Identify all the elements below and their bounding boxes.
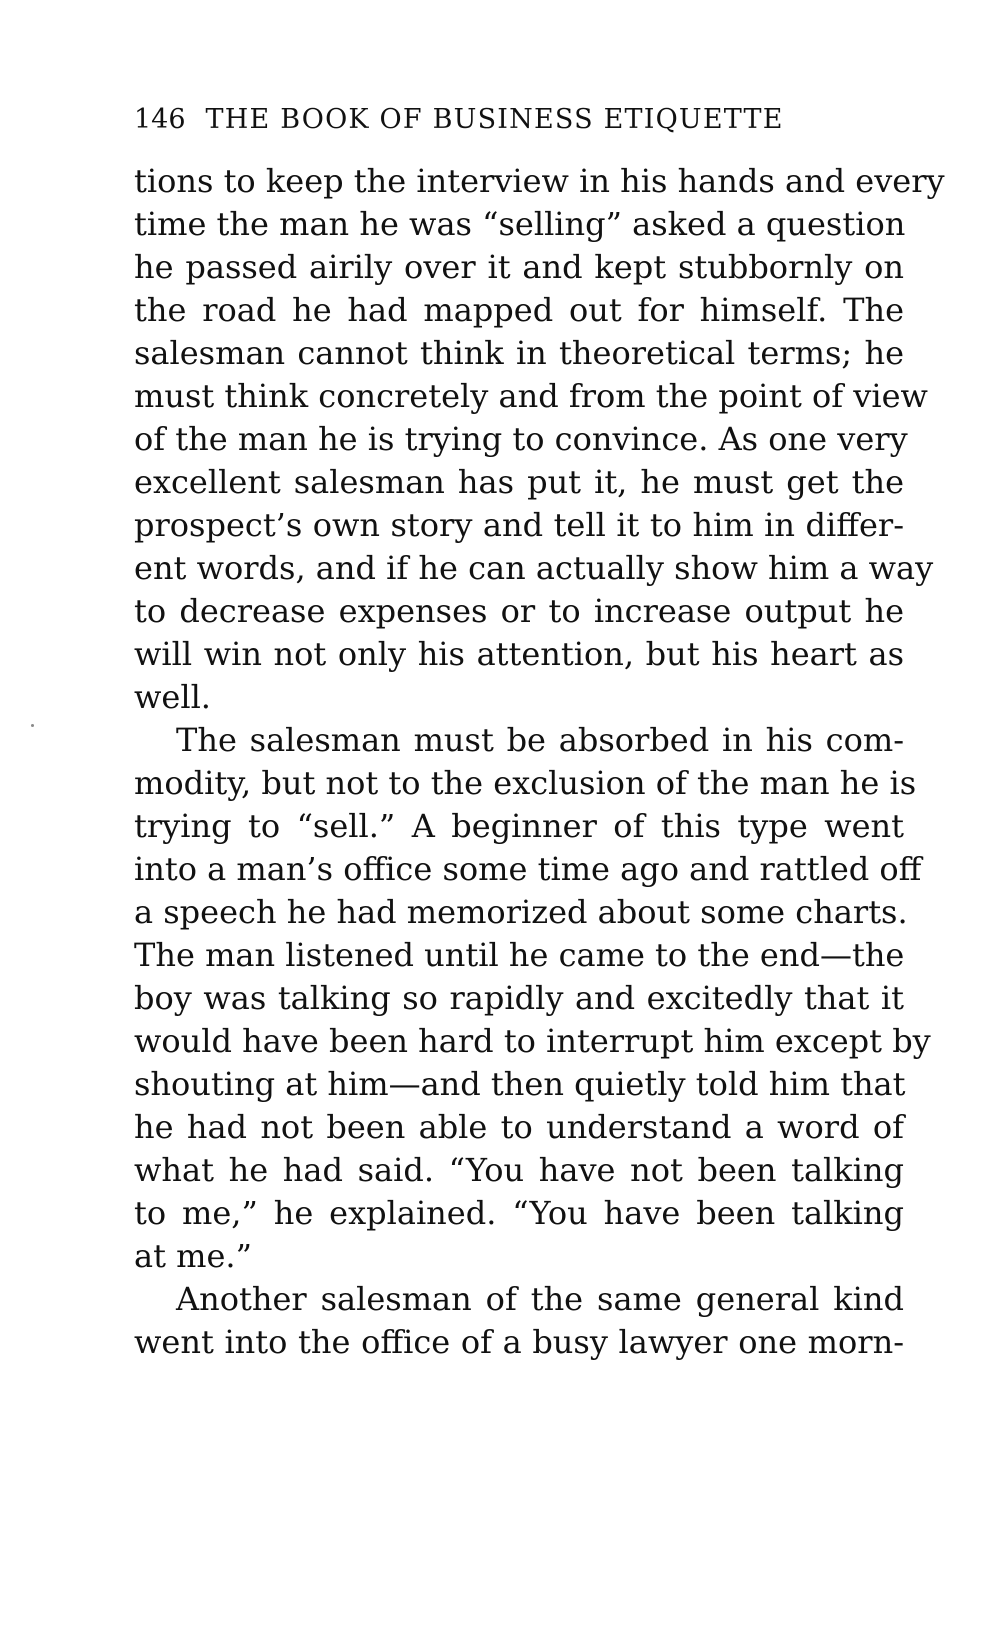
text-line: he had not been able to understand a word of (134, 1108, 904, 1146)
text-line: Another salesman of the same general kind (176, 1280, 904, 1318)
text-line: what he had said. “You have not been talking (134, 1151, 904, 1189)
text-line: modity, but not to the exclusion of the man he is (134, 764, 917, 802)
text-line: would have been hard to interrupt him except by (134, 1022, 931, 1060)
text-line: The man listened until he came to the end—the (134, 936, 905, 974)
running-head (134, 103, 904, 137)
page-number: 146 (134, 104, 186, 135)
text-line: excellent salesman has put it, he must get the (134, 463, 904, 501)
text-line: must think concretely and from the point of view (134, 377, 928, 415)
text-line: The salesman must be absorbed in his com- (176, 721, 904, 759)
body-text (134, 160, 945, 1364)
text-line: at me.” (134, 1237, 252, 1275)
text-line: will win not only his attention, but his heart as (134, 635, 904, 673)
scan-speck (31, 724, 34, 727)
text-line: time the man he was “selling” asked a question (134, 205, 906, 243)
text-line: to decrease expenses or to increase output he (134, 592, 904, 630)
paragraph (134, 160, 945, 719)
text-line: boy was talking so rapidly and excitedly that it (134, 979, 904, 1017)
text-line: went into the office of a busy lawyer one morn- (134, 1323, 904, 1361)
paragraph (134, 719, 931, 1278)
text-line: of the man he is trying to convince. As one very (134, 420, 908, 458)
book-title: THE BOOK OF BUSINESS ETIQUETTE (205, 104, 784, 135)
text-line: well. (134, 678, 211, 716)
text-line: into a man’s office some time ago and rattled off (134, 850, 922, 888)
paragraph (134, 1278, 904, 1364)
text-line: prospect’s own story and tell it to him in differ- (134, 506, 904, 544)
text-line: shouting at him—and then quietly told him that (134, 1065, 906, 1103)
text-line: trying to “sell.” A beginner of this type went (134, 807, 904, 845)
text-line: tions to keep the interview in his hands and every (134, 162, 945, 200)
text-line: salesman cannot think in theoretical terms; he (134, 334, 904, 372)
text-line: a speech he had memorized about some charts. (134, 893, 908, 931)
text-line: ent words, and if he can actually show him a way (134, 549, 934, 587)
text-line: the road he had mapped out for himself. The (134, 291, 904, 329)
text-line: he passed airily over it and kept stubbornly on (134, 248, 904, 286)
text-line: to me,” he explained. “You have been talking (134, 1194, 904, 1232)
